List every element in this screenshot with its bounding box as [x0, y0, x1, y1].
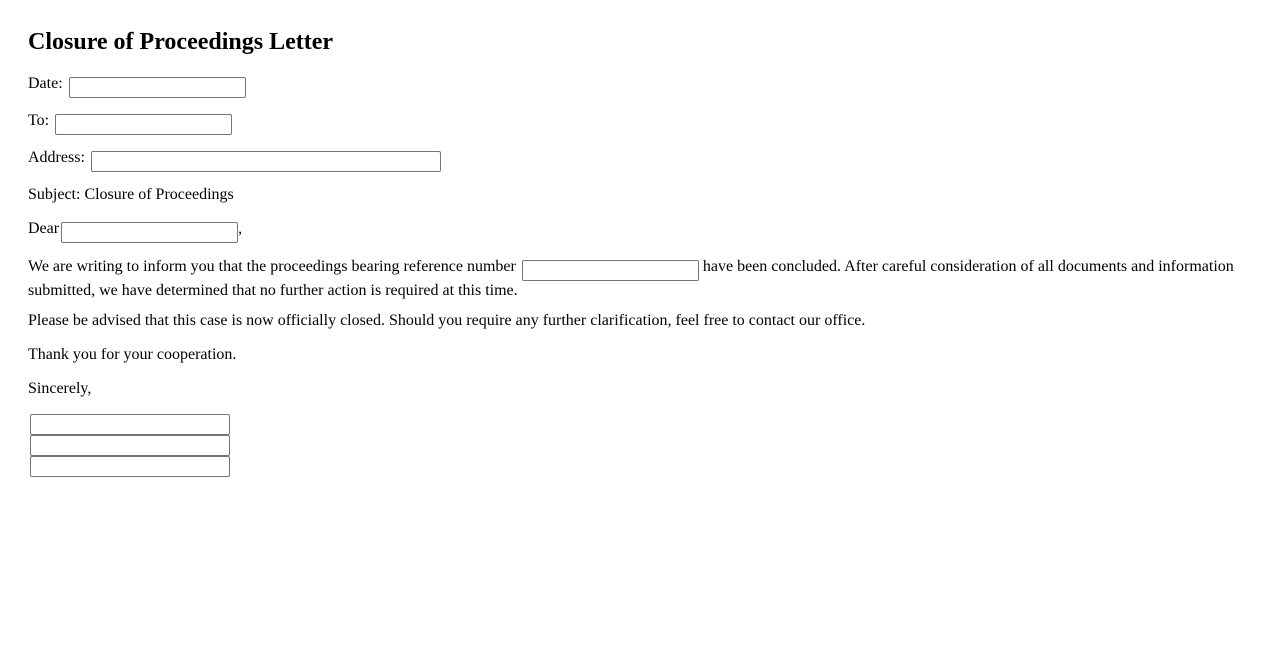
signature-field-2[interactable] [30, 435, 230, 456]
body-p1-end: have been concluded. After careful consideration of all documents and information submitted, we have determined that no further action is required at this time. [28, 258, 1234, 299]
date-label: Date: [28, 75, 63, 92]
address-field[interactable] [91, 151, 441, 172]
to-label: To: [28, 112, 50, 129]
closing-line: Sincerely, [28, 380, 92, 397]
signature-field-1[interactable] [30, 414, 230, 435]
date-row [28, 74, 246, 98]
reference-number-field[interactable] [522, 260, 699, 281]
address-label: Address: [28, 149, 85, 166]
body-paragraph-3: Thank you for your cooperation. [28, 346, 237, 363]
page-title: Closure of Proceedings Letter [28, 29, 334, 55]
body-paragraph-2: Please be advised that this case is now officially closed. Should you require any further clarification, feel free to contact our office. [28, 312, 866, 329]
signature-field-3[interactable] [30, 456, 230, 477]
salutation-row [28, 219, 242, 243]
body-paragraph-1 [28, 257, 1250, 301]
address-row [28, 148, 441, 172]
dear-label: Dear [28, 220, 60, 237]
body-p1-start: We are writing to inform you that the proceedings bearing reference number [28, 258, 516, 275]
salutation-comma: , [238, 220, 243, 237]
to-field[interactable] [55, 114, 232, 135]
recipient-name-field[interactable] [61, 222, 238, 243]
subject-line: Subject: Closure of Proceedings [28, 186, 234, 203]
to-row [28, 111, 232, 135]
date-field[interactable] [69, 77, 246, 98]
